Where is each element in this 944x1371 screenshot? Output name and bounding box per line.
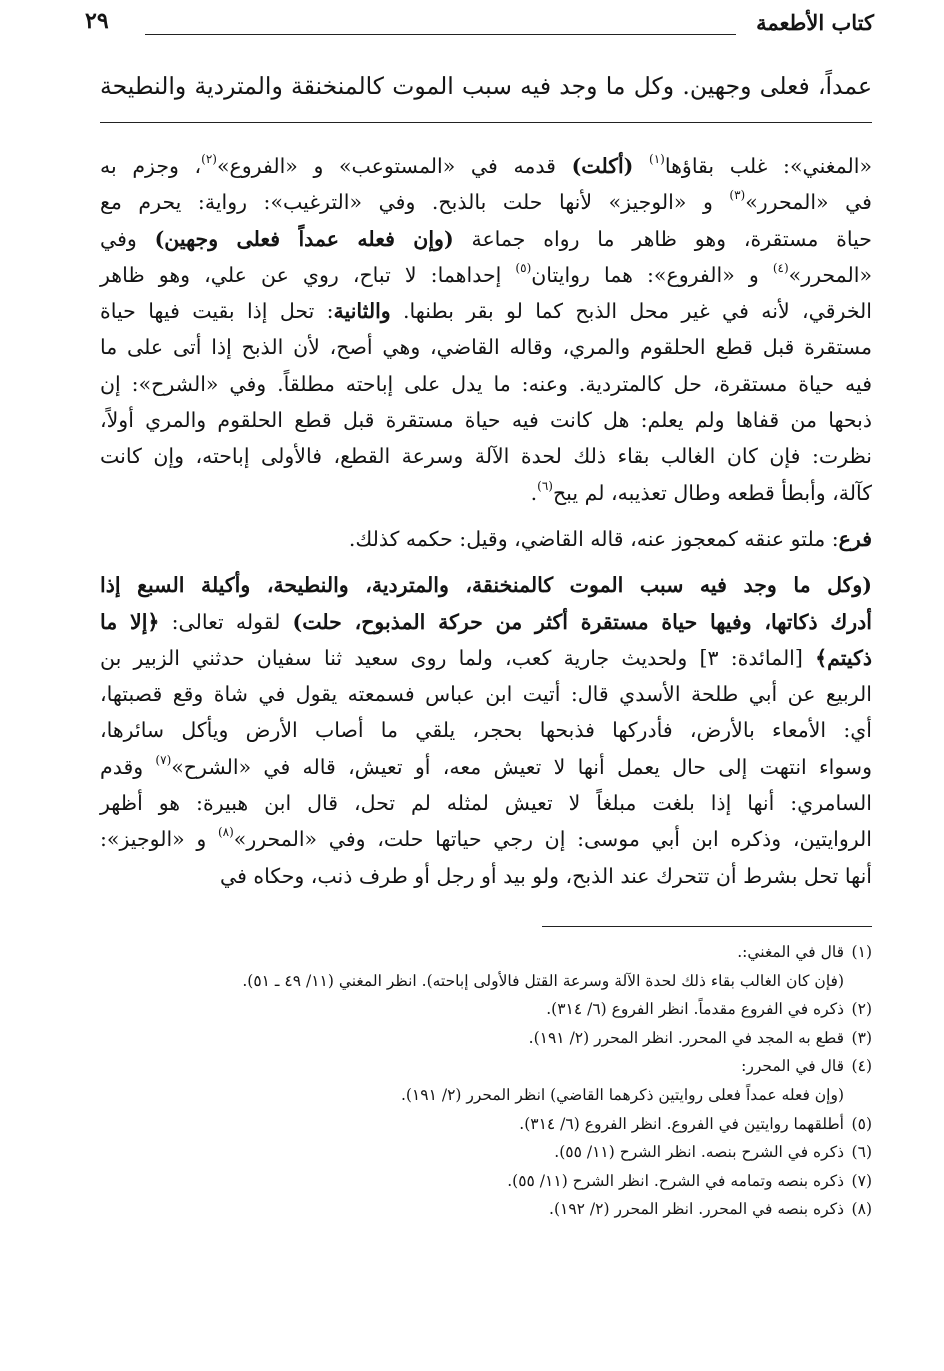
- footnote-number: (٤): [851, 1057, 872, 1076]
- footnote-ref: (٦): [537, 478, 553, 493]
- text-line: [100, 402, 872, 438]
- text-run: و «الوجيز» لأنها حلت بالذبح. وفي «الترغيب»: رواية: يحرم مع: [100, 190, 730, 215]
- text-run: الربيع عن أبي طلحة الأسدي قال: أتيت ابن عباس فسمعته يقول في شاة وقع قصبتها،: [100, 682, 872, 707]
- footnote-ref: (٣): [729, 188, 746, 203]
- bold-text: والثانية: [333, 299, 391, 324]
- bold-text: ﴿إلا ما: [100, 609, 160, 634]
- matn-separator: [100, 122, 872, 123]
- footnote-number: (١): [851, 943, 872, 961]
- chapter-title: كتاب الأطعمة: [756, 10, 874, 35]
- text-line: [100, 475, 872, 511]
- footnote-text: قال في المحرر:: [741, 1057, 844, 1076]
- text-run: و «الفروع»: هما روايتان: [531, 262, 773, 287]
- footnote-item: [100, 1138, 872, 1167]
- footnote-quote: (وإن فعله عمداً فعلى روايتين ذكرهما القاضي) انظر المحرر (٢/ ١٩١).: [400, 1085, 844, 1104]
- footnote-text: أطلقهما روايتين في الفروع. انظر الفروع (٦/ ٣١٤).: [519, 1114, 844, 1133]
- footnote-text: ذكره في الشرح بنصه. انظر الشرح (١١/ ٥٥).: [554, 1143, 844, 1162]
- footnote-ref: (٢): [201, 152, 217, 166]
- text-line: [100, 640, 872, 676]
- footnote-text: ذكره بنصه في المحرر. انظر المحرر (٢/ ١٩٢).: [549, 1200, 844, 1219]
- footnote-item: [100, 1024, 872, 1053]
- footnote-ref: (٤): [772, 260, 789, 275]
- text-run: أي: الأمعاء بالأرض، فأدركها فذبحها بحجر، يلقي ما أصاب الأرض ويأكل سائرها،: [100, 718, 872, 743]
- header-rule: [145, 34, 736, 35]
- text-line: [100, 821, 872, 857]
- footnote-text: قطع به المجد في المحرر. انظر المحرر (٢/ ١٩١).: [528, 1028, 844, 1047]
- text-run: [633, 154, 649, 178]
- footnote-separator: [542, 926, 872, 927]
- text-line: [100, 521, 872, 557]
- bold-text: (وإن فعله عمداً فعلى وجهين): [154, 226, 454, 251]
- text-line: [100, 184, 872, 220]
- text-run: الخرقي، لأنه في غير محل الذبح كما لو بقر بطنها.: [390, 299, 872, 324]
- text-line: [100, 366, 872, 402]
- text-line: [100, 858, 872, 894]
- text-run: و «الوجيز»:: [100, 827, 218, 852]
- text-run: «المحرر»: [788, 262, 872, 287]
- footnote-text: ذكره بنصه وتمامه في الشرح. انظر الشرح (١١/ ٥٥).: [507, 1171, 844, 1190]
- footnote-item: [100, 938, 872, 967]
- paragraph-3: [100, 567, 872, 894]
- text-run: مستقرة قبل قطع الحلقوم والمري، وقاله القاضي، وهي أصح، لأن الذبح إذا أتى على ما: [100, 335, 872, 360]
- footnote-ref: (١): [649, 152, 665, 166]
- text-line: [100, 749, 872, 785]
- text-run: كآلة، وأبطأ قطعه وطال تعذيبه، لم يبح: [552, 480, 872, 505]
- text-run: السامري: أنها إذا بلغت مبلغاً لا تعيش لمثله لم تحل، قال ابن هبيرة: هو أظهر: [100, 791, 872, 816]
- text-run: وفي: [100, 226, 155, 251]
- text-run: وقدم: [100, 754, 156, 779]
- footnote-item: [100, 1052, 872, 1081]
- page-number: ٢٩: [85, 8, 109, 34]
- paragraph-2: [100, 521, 872, 557]
- text-line: [100, 221, 872, 257]
- bold-text: فرع: [838, 526, 872, 551]
- footnote-number: (٨): [851, 1200, 872, 1219]
- paragraph-1: [100, 148, 872, 511]
- footnote-item: [100, 1167, 872, 1196]
- footnote-ref: (٥): [515, 260, 532, 275]
- text-run: ، وجزم به: [100, 154, 202, 178]
- text-run: : تحل إذا بقيت فيها حياة: [100, 299, 334, 324]
- footnote-item: [100, 995, 872, 1024]
- text-run: إحداهما: لا تباح، روي عن علي، وهو ظاهر: [100, 262, 516, 287]
- footnote-number: (٦): [851, 1143, 872, 1162]
- text-run: حياة مستقرة، وهو ظاهر ما رواه جماعة: [453, 226, 872, 251]
- footnote-number: (٥): [851, 1114, 872, 1133]
- text-line: [100, 604, 872, 640]
- bold-text: ذكيتم﴾: [815, 645, 872, 670]
- text-line: [100, 329, 872, 365]
- text-run: «المغني»: غلب بقاؤها: [664, 154, 872, 178]
- text-run: .: [530, 480, 538, 505]
- text-run: [المائدة: ٣] ولحديث جارية كعب، ولما روى سعيد ثنا سفيان حدثني الزبير بن: [100, 645, 816, 670]
- running-header: [85, 4, 874, 38]
- footnote-ref: (٨): [217, 825, 234, 840]
- matn-text: عمداً، فعلى وجهين. وكل ما وجد فيه سبب الموت كالمنخنقة والمتردية والنطيحة: [100, 72, 872, 100]
- footnote-item: [100, 1110, 872, 1139]
- text-run: : ملتو عنقه كمعجوز عنه، قاله القاضي، وقيل: حكمه كذلك.: [348, 526, 839, 551]
- text-line: [100, 676, 872, 712]
- text-run: فيه حياة مستقرة، حل كالمتردية. وعنه: ما يدل على إباحته مطلقاً. وفي «الشرح»: إن: [100, 371, 872, 396]
- footnote-ref: (٧): [155, 752, 172, 767]
- commentary-body: [100, 148, 872, 894]
- text-line: [100, 712, 872, 748]
- text-run: في «المحرر»: [745, 190, 872, 215]
- text-line: [100, 293, 872, 329]
- text-line: [100, 148, 872, 184]
- text-line: [100, 567, 872, 603]
- text-run: قدمه في «المستوعب» و «الفروع»: [216, 154, 572, 178]
- bold-text: (أكلت): [571, 154, 634, 178]
- footnotes: [100, 938, 872, 1224]
- footnote-text: قال في المغني:.: [737, 943, 844, 961]
- text-line: [100, 438, 872, 474]
- bold-text: (وكل ما وجد فيه سبب الموت كالمنخنقة، والمتردية، والنطيحة، وأكيلة السبع إذا: [100, 573, 872, 598]
- text-run: أنها تحل بشرط أن تتحرك عند الذبح، ولو بيد أو رجل أو طرف ذنب، وحكاه في: [220, 863, 872, 888]
- footnote-quote: (فإن كان الغالب بقاء ذلك لحدة الآلة وسرعة القتل فالأولى إباحته). انظر المغني (١١/ ٤٩ ـ ٥١).: [242, 971, 844, 990]
- text-line: [100, 785, 872, 821]
- text-run: نظرت: فإن كان الغالب بقاء ذلك لحدة الآلة وسرعة القطع، فالأولى إباحته، وإن كانت: [100, 444, 872, 469]
- footnote-number: (٢): [851, 1000, 872, 1019]
- footnote-number: (٣): [851, 1028, 872, 1047]
- text-line: [100, 257, 872, 293]
- footnote-number: (٧): [851, 1171, 872, 1190]
- text-run: وسواء انتهت إلى حال يعمل أنها لا تعيش معه، أو تعيش، قاله في «الشرح»: [171, 754, 873, 779]
- text-run: الروايتين، وذكره ابن أبي موسى: إن رجي حياتها حلت، وفي «المحرر»: [233, 827, 872, 852]
- footnote-item: [100, 1195, 872, 1224]
- text-run: لقوله تعالى:: [159, 609, 293, 634]
- bold-text: أدرك ذكاتها، وفيها حياة مستقرة أكثر من حركة المذبوح، حلت): [292, 609, 873, 634]
- footnote-text: ذكره في الفروع مقدماً. انظر الفروع (٦/ ٣١٤).: [546, 1000, 844, 1019]
- text-run: ذبحها من قفاها ولم يعلم: هل كانت فيه حياة مستقرة قبل قطع الحلقوم والمري أولاً،: [100, 408, 872, 433]
